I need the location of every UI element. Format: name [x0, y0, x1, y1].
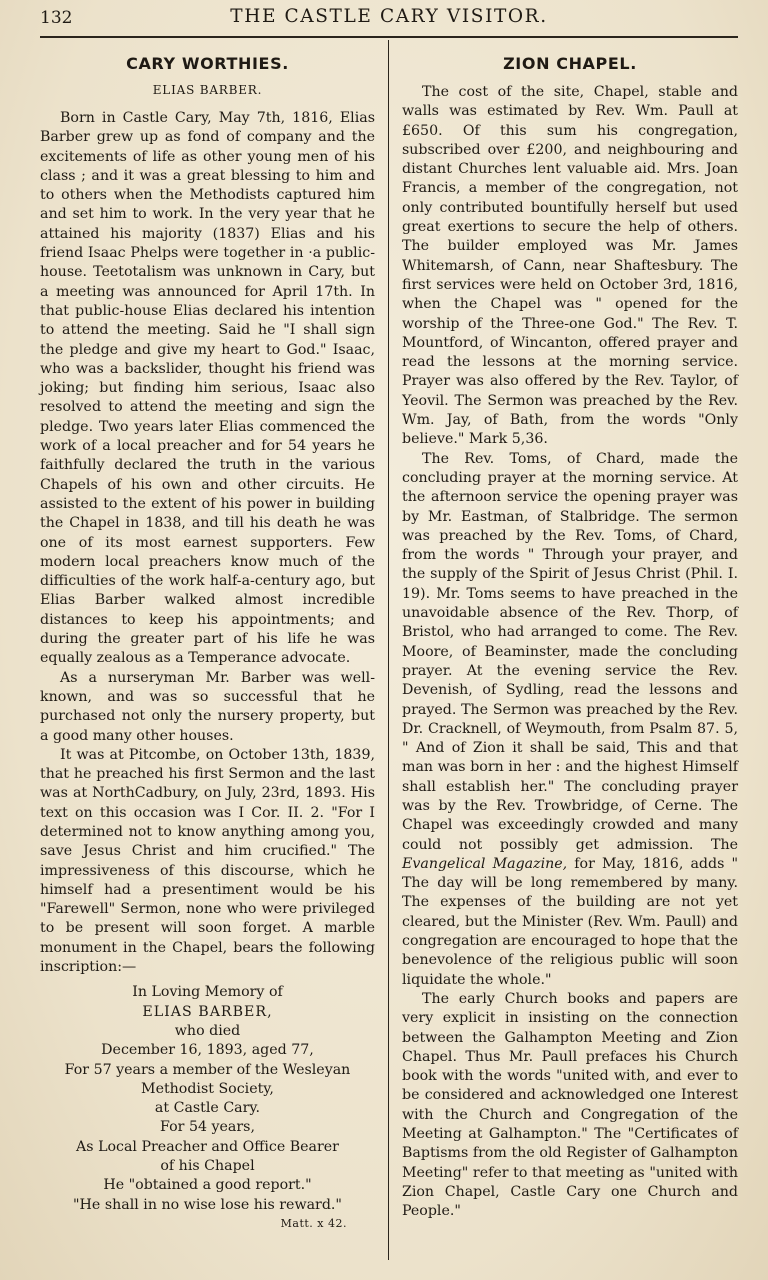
right-column-heading: ZION CHAPEL.	[503, 54, 637, 73]
right-column	[402, 48, 738, 1222]
article-paragraph: Born in Castle Cary, May 7th, 1816, Elias Barber grew up as fond of company and the excitements of life as other young men of his class ; and it was a great blessing to him and to others when the Methodists captured him and set him to work. In the very year that he attained his majority (1837) Elias and his friend Isaac Phelps were together in ·a public-house. Teetotalism was unknown in Cary, but a meeting was announced for April 17th. In that public-house Elias declared his intention to attend the meeting. Said he "I shall sign the pledge and give my heart to God." Isaac, who was a backslider, thought his friend was joking; but finding him serious, Isaac also resolved to attend the meeting and sign the pledge. Two years later Elias commenced the work of a local preacher and for 54 years he faithfully declared the truth in the various Chapels of his own and other circuits. He assisted to the extent of his power in building the Chapel in 1838, and till his death he was one of its most earnest supporters. Few modern local preachers know much of the difficulties of the work half-a-century ago, but Elias Barber walked almost incredible distances to keep his appointments; and during the greater part of his life he was equally zealous as a Temperance advocate.	[40, 110, 375, 667]
left-column-heading: CARY WORTHIES.	[126, 54, 289, 73]
article-paragraph: The cost of the site, Chapel, stable and walls was estimated by Rev. Wm. Paull at £650. Of this sum his congregation, subscribed over £200, and neighbouring and distant Churches lent valuable aid. Mrs. Joan Francis, a member of the congregation, not only contributed bountifully herself but used great exertions to secure the help of others. The builder employed was Mr. James Whitemarsh, of Cann, near Shaftesbury. The first services were held on October 3rd, 1816, when the Chapel was " opened for the worship of the Three-one God." The Rev. T. Mountford, of Wincanton, offered prayer and read the lessons at the morning service. Prayer was also offered by the Rev. Taylor, of Yeovil. The Sermon was preached by the Rev. Wm. Jay, of Bath, from the words "Only believe." Mark 5,36.	[402, 84, 738, 448]
inscription-line: December 16, 1893, aged 77,	[101, 1042, 314, 1059]
article-paragraph: The early Church books and papers are very explicit in insisting on the connection between the Galhampton Meeting and Zion Chapel. Thus Mr. Paull prefaces his Church book with the words "united with, and ever to be considered and acknowledged one Interest with the Church and Congregation of the Meeting at Galhampton." The "Certificates of Baptisms from the old Register of Galhampton Meeting" refer to that meeting as "united with Zion Chapel, Castle Cary one Church and People."	[402, 990, 738, 1220]
page-header	[40, 6, 738, 32]
inscription-line: who died	[174, 1022, 241, 1039]
inscription-line: Methodist Society,	[141, 1080, 274, 1097]
inscription-line: He "obtained a good report."	[103, 1177, 312, 1194]
inscription-line: "He shall in no wise lose his reward."	[73, 1196, 342, 1213]
left-column	[40, 48, 375, 1230]
page-number: 132	[40, 8, 73, 28]
inscription-line: As Local Preacher and Office Bearer	[76, 1138, 339, 1155]
paragraph-text: The Rev. Toms, of Chard, made the concluding prayer at the morning service. At the afternoon service the opening prayer was by Mr. Eastman, of Stalbridge. The sermon was preached by the Rev. Toms, of Chard, from the words " Through your prayer, and the supply of the Spirit of Jesus Christ (Phil. I. 19). Mr. Toms seems to have preached in the unavoidable absence of the Rev. Thorp, of Bristol, who had arranged to come. The Rev. Moore, of Beaminster, made the concluding prayer. At the evening service the Rev. Devenish, of Sydling, read the lessons and prayed. The Sermon was preached by the Rev. Dr. Cracknell, of Weymouth, from Psalm 87. 5, " And of Zion it shall be said, This and that man was born in her : and the highest Himself shall establish her." The concluding prayer was by the Rev. Trowbridge, of Cerne. The Chapel was exceedingly crowded and many could not possibly get admission. The	[402, 450, 738, 853]
header-rule	[40, 36, 738, 38]
inscription-line: For 57 years a member of the Wesleyan	[64, 1061, 351, 1078]
column-divider	[388, 40, 389, 1260]
journal-title: THE CASTLE CARY VISITOR.	[230, 6, 548, 27]
inscription-line: at Castle Cary.	[154, 1100, 261, 1117]
article-subheading: ELIAS BARBER.	[152, 83, 263, 97]
magazine-title: Evangelical Magazine,	[402, 855, 568, 872]
inscription-line: ELIAS BARBER,	[142, 1003, 273, 1020]
article-paragraph: It was at Pitcombe, on October 13th, 1839, that he preached his first Sermon and the last was at NorthCadbury, on July, 23rd, 1893. His text on this occasion was I Cor. II. 2. "For I determined not to know anything among you, save Jesus Christ and him crucified." The impressiveness of this discourse, which he himself had a presentiment would be his "Farewell" Sermon, none who were privileged to be present will soon forget. A marble monument in the Chapel, bears the following inscription:—	[40, 746, 375, 976]
inscription-line: of his Chapel	[160, 1158, 255, 1175]
memorial-inscription	[40, 983, 375, 1215]
paragraph-text: for May, 1816, adds " The day will be long remembered by many. The expenses of the building are not yet cleared, but the Minister (Rev. Wm. Paull) and congregation are encouraged to hope that the benevolence of the religious public will soon liquidate the whole."	[402, 855, 738, 988]
scripture-reference: Matt. x 42.	[280, 1216, 347, 1230]
article-paragraph: As a nurseryman Mr. Barber was well-known, and was so successful that he purchased not only the nursery property, but a good many other houses.	[40, 669, 375, 744]
inscription-line: In Loving Memory of	[132, 984, 283, 1001]
article-paragraph	[402, 450, 738, 990]
inscription-line: For 54 years,	[160, 1119, 255, 1136]
